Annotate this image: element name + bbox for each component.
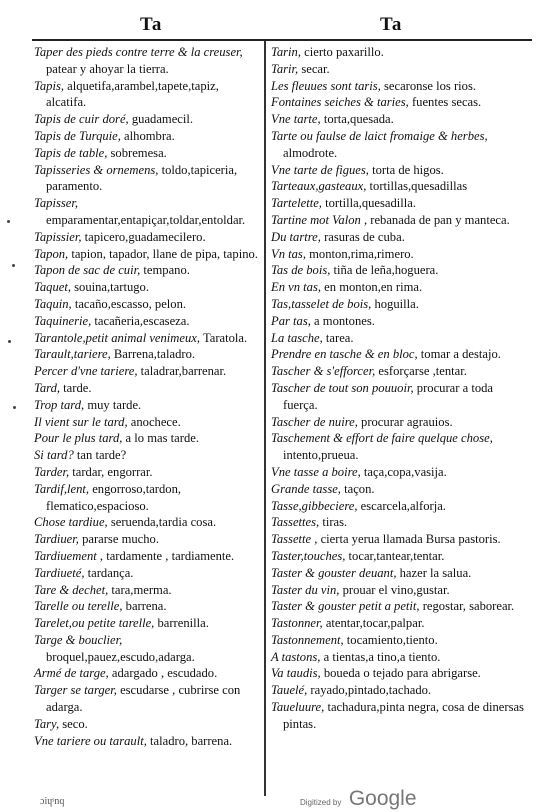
dictionary-entry [34,279,260,296]
french-headword: Tardiuement [34,548,97,563]
dictionary-entry [34,195,260,229]
spanish-translation: tapicero,guadamecilero. [81,229,206,244]
spanish-translation: rasuras de cuba. [320,229,405,244]
spanish-translation: toldo,tapiceria, paramento. [46,162,238,194]
spanish-translation: taladrar,barrenar. [137,364,227,379]
french-headword: Tarir, [271,61,299,76]
right-column [271,44,529,733]
french-headword: Tarelle ou terelle, [34,599,123,614]
spanish-translation: torta de higos. [368,162,444,177]
dictionary-entry [271,246,529,263]
spanish-translation: tacañeria,escaseza. [91,313,190,328]
spanish-translation: atentar,tocar,palpar. [322,616,425,631]
spanish-translation: tapion, tapador, llane de pipa, tapino. [68,246,258,261]
spanish-translation: tara,merma. [108,582,172,597]
dictionary-entry [271,649,529,666]
dictionary-entry [34,111,260,128]
spanish-translation: tiña de leña,hoguera. [330,263,439,278]
spanish-translation: hoguilla. [371,296,419,311]
dictionary-entry [34,733,260,750]
dictionary-entry [34,44,260,78]
dictionary-entry [34,330,260,347]
dictionary-entry [271,498,529,515]
french-headword: La tasche, [271,330,323,345]
french-headword: Tastonner, [271,616,323,631]
french-headword: Tapis de table, [34,145,108,160]
french-headword: Trop tard, [34,397,85,412]
french-headword: Taper des pieds contre terre & la creuser, [34,45,243,59]
footer-mark: ɔiɥˢnq [40,796,65,807]
dictionary-entry [271,682,529,699]
dictionary-entry [271,531,529,548]
spanish-translation: seco. [59,716,88,731]
french-headword: Tascher & s'efforcer, [271,364,376,379]
french-headword: Les fleuues sont taris, [271,78,381,93]
french-headword: Tapisser, [34,196,78,211]
dictionary-entry [271,665,529,682]
french-headword: Tarantole,petit animal venimeux, [34,330,201,345]
dictionary-entry [271,632,529,649]
dictionary-entry [271,430,529,464]
dictionary-entry [271,111,529,128]
french-headword: Vne tasse a boire, [271,464,361,479]
page-header-left: Ta [140,14,163,35]
dictionary-entry [271,548,529,565]
spanish-translation: tachadura,pinta negra, cosa de dinersas pintas. [283,700,524,731]
spanish-translation: pararse mucho. [78,532,159,547]
dictionary-entry [34,380,260,397]
digitized-by-google [300,787,417,811]
french-headword: Tardif,lent, [34,481,90,496]
spanish-translation: tacaño,escasso, pelon. [71,296,187,311]
spanish-translation: a tientas,a tino,a tiento. [320,649,441,664]
french-headword: Tassettes, [271,515,320,530]
french-headword: Tartelette, [271,196,322,211]
dictionary-entry [34,716,260,733]
spanish-translation: tomar a destajo. [417,347,501,362]
spanish-translation: alhombra. [120,128,175,143]
dictionary-entry [271,313,529,330]
dictionary-entry [271,514,529,531]
dictionary-entry [271,330,529,347]
spanish-translation: escudarse , cubrirse con adarga. [46,683,241,715]
spanish-translation: a lo mas tarde. [122,431,199,446]
french-headword: Tasse,gibbeciere, [271,498,358,513]
dictionary-entry [34,447,260,464]
spanish-translation: procurar agrauios. [357,414,453,429]
french-headword: Vne tarte de figues, [271,162,369,177]
french-headword: Tarte ou faulse de laict fromaige & herbes, [271,128,488,143]
dictionary-entry [34,548,260,565]
spanish-translation: regostar, saborear. [419,599,515,614]
spanish-translation: tortilla,quesadilla. [321,196,417,211]
french-headword: Tapis, [34,78,64,93]
dictionary-entry [34,514,260,531]
french-headword: Tapis de Turquie, [34,128,121,143]
dictionary-entry [34,632,260,666]
dictionary-entry [34,78,260,112]
dictionary-entry [34,296,260,313]
spanish-translation: en monton,en rima. [321,280,423,295]
french-headword: Tastonnement, [271,632,344,647]
french-headword: Vne tarte, [271,112,321,127]
french-headword: Va taudis, [271,666,321,681]
spanish-translation: seruenda,tardia cosa. [107,515,217,530]
spanish-translation: barrena. [122,599,167,614]
dictionary-entry [271,582,529,599]
spanish-translation: tocamiento,tiento. [343,632,438,647]
dictionary-entry [271,229,529,246]
spanish-translation: tortillas,quesadillas [366,179,468,194]
spanish-translation: souina,tartugo. [70,280,149,295]
spanish-translation: almodrote. [283,145,338,160]
spanish-translation: secaronse los rios. [380,78,476,93]
spanish-translation: a montones. [310,313,375,328]
french-headword: Grande tasse, [271,481,341,496]
french-headword: Taster & gouster petit a petit, [271,599,420,614]
spanish-translation: tiras. [319,515,348,530]
dictionary-entry [34,430,260,447]
french-headword: Taueluure, [271,700,325,715]
dictionary-entry [271,94,529,111]
dictionary-entry [34,682,260,716]
french-headword: Tarder, [34,464,70,479]
french-headword: Par tas, [271,313,311,328]
google-logo: Google [348,787,417,810]
spanish-translation: tarde. [60,380,92,395]
spanish-translation: tan tarde? [73,448,127,463]
spanish-translation: prouar el vino,gustar. [339,582,450,597]
french-headword: Tardiuer, [34,532,79,547]
dictionary-entry [271,481,529,498]
dictionary-entry [34,582,260,599]
french-headword: Tard, [34,380,61,395]
spanish-translation: taladro, barrena. [146,733,233,748]
french-headword: Tascher de nuire, [271,414,358,429]
spanish-translation: rayado,pintado,tachado. [307,683,432,698]
dictionary-entry [271,414,529,431]
spanish-translation: tardar, engorrar. [69,464,153,479]
spanish-translation: guadamecil. [128,112,194,127]
spanish-translation: torta,quesada. [320,112,394,127]
dictionary-entry [34,615,260,632]
french-headword: Armé de targe, [34,666,109,681]
dictionary-entry [271,44,529,61]
spanish-translation: procurar a toda fuerça. [283,380,494,412]
spanish-translation: barrenilla. [154,616,209,631]
french-headword: Tarelet,ou petite tarelle, [34,616,155,631]
dictionary-entry [271,61,529,78]
french-headword: Tauelé, [271,683,308,698]
french-headword: Tapissier, [34,229,82,244]
dictionary-entry [271,279,529,296]
french-headword: Tarault,tariere, [34,347,111,362]
spanish-translation: muy tarde. [84,397,142,412]
french-headword: Tas,tasselet de bois, [271,296,372,311]
french-headword: Tassette , [271,532,318,547]
dictionary-entry [34,145,260,162]
dictionary-entry [34,128,260,145]
header-rule [32,39,532,41]
spanish-translation: patear y ahoyar la tierra. [46,61,169,76]
french-headword: Targer se targer, [34,683,117,698]
french-headword: Taster du vin, [271,582,340,597]
dictionary-entry [271,178,529,195]
dictionary-entry [34,229,260,246]
spanish-translation: taça,copa,vasija. [360,464,447,479]
french-headword: Targe & bouclier, [34,632,123,647]
french-headword: Vne tariere ou tarault, [34,733,147,748]
french-headword: Tarteaux,gasteaux, [271,179,367,194]
spanish-translation: broquel,pauez,escudo,adarga. [46,649,195,664]
french-headword: Pour le plus tard, [34,431,123,446]
spanish-translation: tempano. [140,263,190,278]
spanish-translation: tocar,tantear,tentar. [345,548,445,563]
french-headword: Tapon de sac de cuir, [34,263,141,278]
dictionary-entry [34,414,260,431]
french-headword: Prendre en tasche & en bloc, [271,347,418,362]
dictionary-entry [271,598,529,615]
spanish-translation: tardança. [84,565,134,580]
spanish-translation: intento,prueua. [283,448,359,463]
spanish-translation: cierta yerua llamada Bursa pastoris. [317,532,501,547]
dictionary-entry [34,531,260,548]
spanish-translation: emparamentar,entapiçar,toldar,entoldar. [46,212,246,227]
french-headword: Taquet, [34,280,71,295]
spanish-translation: Barrena,taladro. [110,347,196,362]
spanish-translation: tarea. [322,330,354,345]
column-divider [264,41,266,796]
dictionary-entry [271,162,529,179]
spanish-translation: engorroso,tardon, flematico,espacioso. [46,481,182,513]
french-headword: Tartine mot Valon , [271,212,368,227]
french-headword: Tapon, [34,246,69,261]
spanish-translation: , tardamente , tardiamente. [96,548,235,563]
dictionary-entry [271,363,529,380]
dictionary-entry [271,615,529,632]
french-headword: Tascher de tout son pouuoir, [271,380,414,395]
left-column [34,44,260,749]
spanish-translation: alquetifa,arambel,tapete,tapiz, alcatifa. [46,78,219,110]
dictionary-entry [271,78,529,95]
dictionary-entry [271,262,529,279]
spanish-translation: fuentes secas. [408,95,482,110]
spanish-translation: boueda o tejado para abrigarse. [320,666,481,681]
french-headword: Taschement & effort de faire quelque chose, [271,431,493,446]
spanish-translation: cierto paxarillo. [301,45,384,59]
dictionary-entry [34,262,260,279]
spanish-translation: esforçarse ,tentar. [375,364,467,379]
spanish-translation: sobremesa. [107,145,167,160]
spanish-translation: anochece. [127,414,181,429]
dictionary-entry [34,565,260,582]
dictionary-entry [34,598,260,615]
dictionary-entry [271,296,529,313]
dictionary-entry [271,565,529,582]
dictionary-entry [34,481,260,515]
french-headword: Taquinerie, [34,313,92,328]
french-headword: Tas de bois, [271,263,331,278]
dictionary-entry [34,346,260,363]
french-headword: Taquin, [34,296,72,311]
dictionary-entry [34,464,260,481]
dictionary-entry [34,162,260,196]
dictionary-entry [34,313,260,330]
dictionary-entry [34,246,260,263]
page-header-right: Ta [380,14,403,35]
french-headword: Chose tardiue, [34,515,108,530]
dictionary-entry [271,128,529,162]
french-headword: Taster & gouster deuant, [271,565,397,580]
dictionary-entry [34,397,260,414]
french-headword: Taster,touches, [271,548,346,563]
spanish-translation: secar. [298,61,330,76]
french-headword: Tapisseries & ornemens, [34,162,159,177]
margin-specks [4,220,22,420]
dictionary-entry [271,346,529,363]
dictionary-entry [271,464,529,481]
dictionary-entry [271,699,529,733]
french-headword: A tastons, [271,649,321,664]
dictionary-entry [271,380,529,414]
spanish-translation: hazer la salua. [396,565,472,580]
digitized-label: Digitized by [300,798,342,807]
spanish-translation: taçon. [340,481,375,496]
spanish-translation: adargado , escudado. [108,666,218,681]
french-headword: Il vient sur le tard, [34,414,128,429]
french-headword: Tarin, [271,45,301,59]
french-headword: Vn tas, [271,246,306,261]
french-headword: Tare & dechet, [34,582,109,597]
french-headword: En vn tas, [271,280,322,295]
spanish-translation: escarcela,alforja. [357,498,446,513]
french-headword: Si tard? [34,448,74,463]
french-headword: Tary, [34,716,60,731]
french-headword: Du tartre, [271,229,321,244]
dictionary-entry [34,363,260,380]
dictionary-entry [271,212,529,229]
spanish-translation: Taratola. [200,330,248,345]
french-headword: Percer d'vne tariere, [34,364,138,379]
french-headword: Fontaines seiches & taries, [271,95,409,110]
dictionary-entry [34,665,260,682]
french-headword: Tapis de cuir doré, [34,112,129,127]
french-headword: Tardiueté, [34,565,85,580]
spanish-translation: rebanada de pan y manteca. [367,212,510,227]
spanish-translation: monton,rima,rimero. [305,246,414,261]
dictionary-entry [271,195,529,212]
